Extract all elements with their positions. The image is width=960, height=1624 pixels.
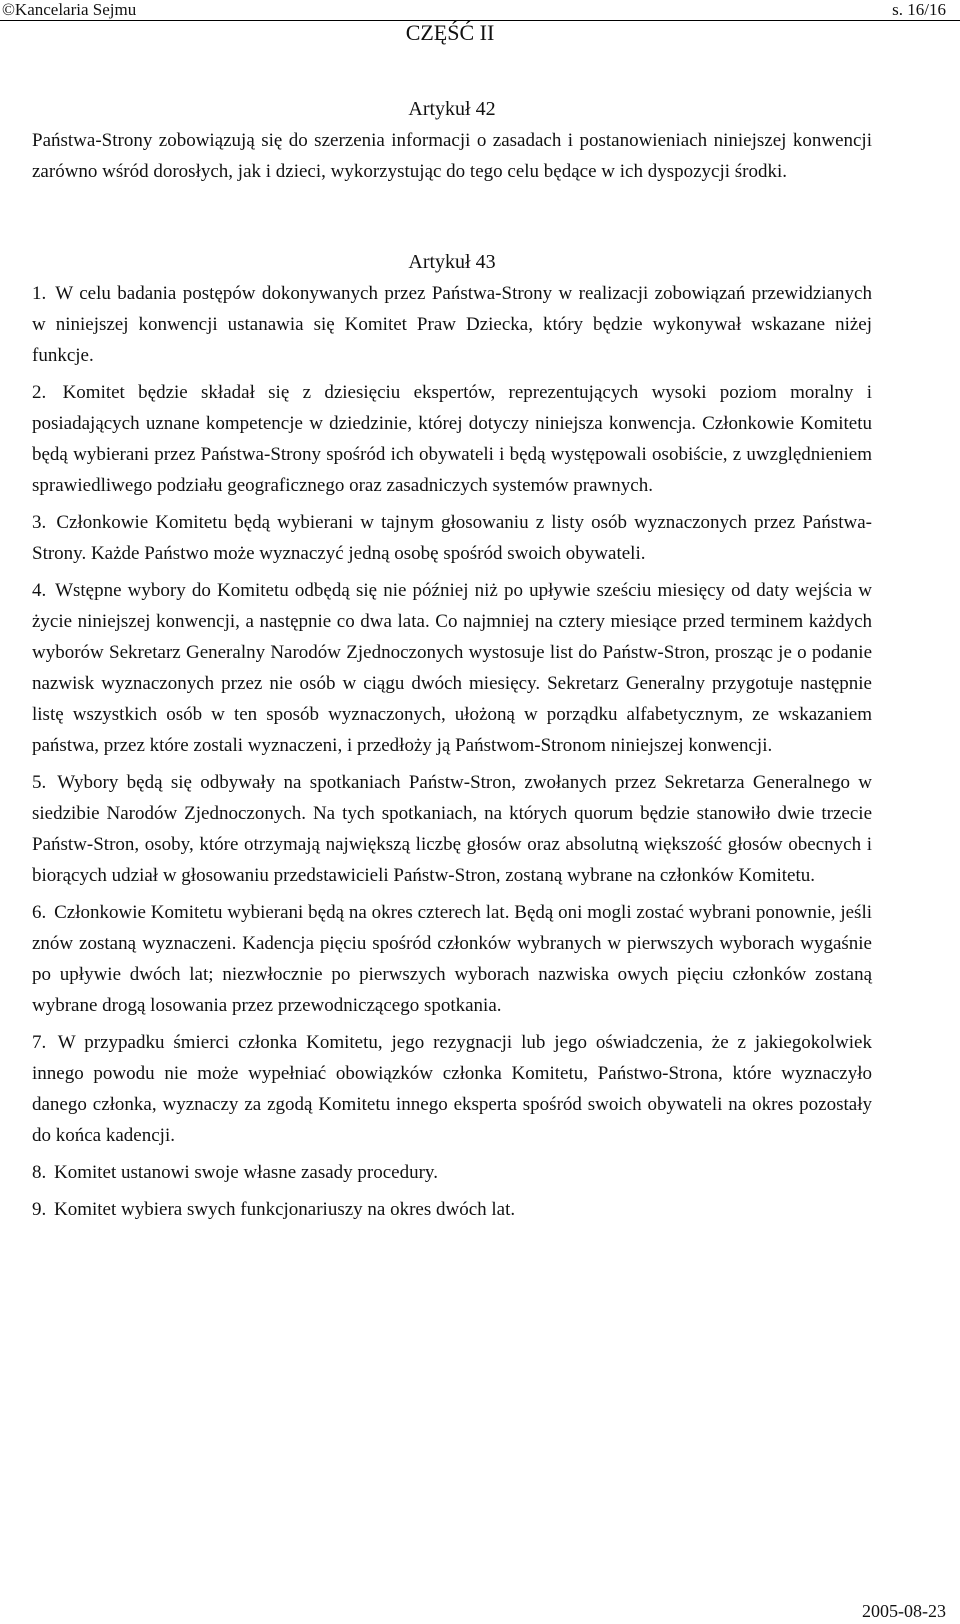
header-page-number: s. 16/16 [892,0,946,19]
item-number: 2. [32,382,47,403]
article-43 [32,247,872,1225]
article-42 [32,94,872,187]
item-text: Komitet będzie składał się z dziesięciu ekspertów, reprezentujących wysoki poziom moralny i posiadających uznane kompetencje w dziedzinie, której dotyczy niniejsza konwencja. Członkowie Komitetu będą wybierani przez Państwa-Strony spośród ich obywateli i będą występowali osobiście, z uwzględnieniem sprawiedliwego podziału geograficznego oraz zasadniczych systemów prawnych. [32,382,872,496]
footer-date: 2005-08-23 [862,1601,946,1621]
item-text: Członkowie Komitetu wybierani będą na okres czterech lat. Będą oni mogli zostać wybrani ponownie, jeśli znów zostaną wyznaczeni. Kadencja pięciu spośród członków wybranych w pierwszych wyborach wygaśnie po upływie dwóch lat; niezwłocznie po pierwszych wyborach nazwiska owych pięciu członków zostaną wybrane drogą losowania przez przewodniczącego spotkania. [32,902,873,1016]
article-43-item-1 [32,278,872,371]
article-43-item-9 [32,1194,872,1225]
article-43-item-3 [32,507,872,569]
article-43-item-7 [32,1027,872,1151]
item-text: Wstępne wybory do Komitetu odbędą się nie później niż po upływie sześciu miesięcy od daty wejścia w życie niniejszej konwencji, a następnie co dwa lata. Co najmniej na cztery miesiące przed terminem każdych wyborów Sekretarz Generalny Narodów Zjednoczonych wystosuje list do Państw-Stron, prosząc je o podanie nazwisk wyznaczonych przez nie osób w ciągu dwóch miesięcy. Sekretarz Generalny przygotuje następnie listę wszystkich osób w ten sposób wyznaczonych, ułożoną w porządku alfabetycznym, ze wskazaniem państwa, przez które zostali wyznaczeni, i przedłoży ją Państwom-Stronom niniejszej konwencji. [32,580,872,756]
item-text: Komitet ustanowi swoje własne zasady procedury. [54,1162,438,1183]
article-42-text: Państwa-Strony zobowiązują się do szerzenia informacji o zasadach i postanowieniach niniejszej konwencji zarówno wśród dorosłych, jak i dzieci, wykorzystując do tego celu będące w ich dyspozycji środki. [32,130,872,182]
document-body [32,94,872,1231]
item-number: 5. [32,772,47,793]
article-43-item-4 [32,575,872,761]
part-title: CZĘŚĆ II [405,20,495,45]
item-number: 3. [32,512,47,533]
article-43-title: Artykuł 43 [408,251,496,273]
item-text: Komitet wybiera swych funkcjonariuszy na okres dwóch lat. [54,1199,516,1220]
item-number: 6. [32,902,47,923]
item-number: 8. [32,1162,47,1183]
article-43-item-5 [32,767,872,891]
item-text: W przypadku śmierci członka Komitetu, jego rezygnacji lub jego oświadczenia, że z jakiegokolwiek innego powodu nie może wypełniać obowiązków członka Komitetu, Państwo-Strona, które wyznaczyło danego członka, wyznaczy za zgodą Komitetu innego eksperta spośród swoich obywateli na okres pozostały do końca kadencji. [32,1032,872,1146]
article-42-title: Artykuł 42 [408,98,496,120]
item-number: 4. [32,580,47,601]
header-source: ©Kancelaria Sejmu [2,0,137,19]
article-43-item-6 [32,897,872,1021]
item-number: 1. [32,283,47,304]
item-text: Członkowie Komitetu będą wybierani w tajnym głosowaniu z listy osób wyznaczonych przez Państwa-Strony. Każde Państwo może wyznaczyć jedną osobę spośród swoich obywateli. [32,512,873,564]
article-43-item-8 [32,1157,872,1188]
item-text: W celu badania postępów dokonywanych przez Państwa-Strony w realizacji zobowiązań przewidzianych w niniejszej konwencji ustanawia się Komitet Praw Dziecka, który będzie wykonywał wskazane niżej funkcje. [32,283,872,366]
article-43-item-2 [32,377,872,501]
item-text: Wybory będą się odbywały na spotkaniach Państw-Stron, zwołanych przez Sekretarza Generalnego w siedzibie Narodów Zjednoczonych. Na tych spotkaniach, na których quorum będzie stanowiło dwie trzecie Państw-Stron, osoby, które otrzymają największą liczbę głosów oraz absolutną większość głosów obecnych i biorących udział w głosowaniu przedstawicieli Państw-Stron, zostaną wybrane na członków Komitetu. [32,772,872,886]
item-number: 9. [32,1199,47,1220]
item-number: 7. [32,1032,47,1053]
